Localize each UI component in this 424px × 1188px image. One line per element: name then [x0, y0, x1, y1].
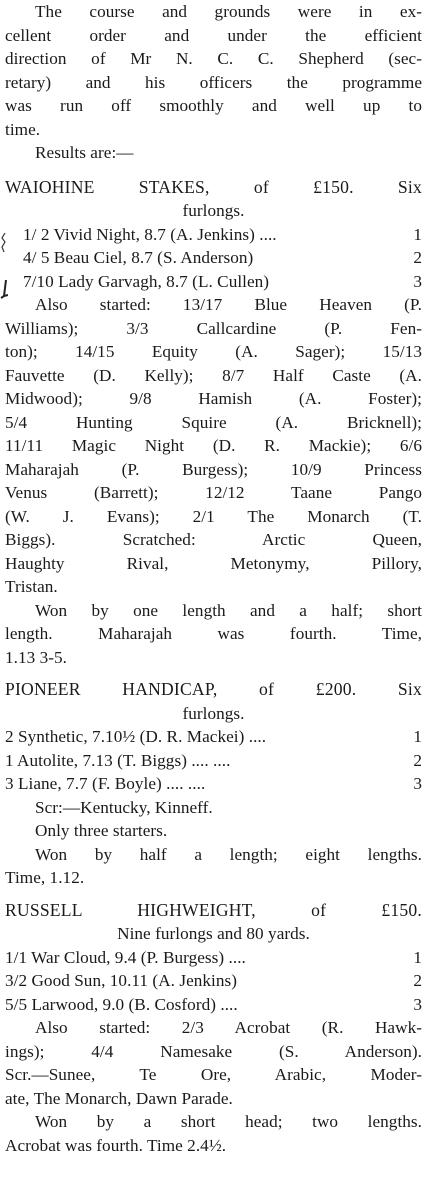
body-line: Also started: 13/17 Blue Heaven (P.: [35, 295, 422, 314]
placing-row: 1 Autolite, 7.13 (T. Biggs) .... .... 2: [5, 750, 422, 770]
placing-row: 2 Synthetic, 7.10½ (D. R. Mackei) .... 1: [5, 727, 422, 746]
body-line: 5/4 Hunting Squire (A. Bricknell);: [5, 412, 422, 432]
result-line: length. Maharajah was fourth. Time,: [5, 624, 422, 643]
intro-line: was run off smoothly and well up to: [5, 96, 422, 115]
body-line: Maharajah (P. Burgess); 10/9 Princess: [5, 459, 422, 479]
intro-line: time.: [5, 119, 41, 139]
body-line: ings); 4/4 Namesake (S. Anderson).: [5, 1041, 422, 1061]
margin-mark: [0, 232, 8, 254]
body-line: Only three starters.: [35, 821, 168, 840]
body-line: Haughty Rival, Metonymy, Pillory,: [5, 553, 422, 573]
race-waiohine-stakes: [5, 176, 422, 670]
intro-line: The course and grounds were in ex-: [35, 2, 422, 21]
body-line: ton); 14/15 Equity (A. Sager); 15/13: [5, 342, 422, 361]
result-line: Acrobat was fourth. Time 2.4½.: [5, 1135, 227, 1155]
result-line: Won by half a length; eight lengths.: [35, 844, 422, 864]
body-line: Tristan.: [5, 577, 58, 596]
body-line: Biggs). Scratched: Arctic Queen,: [5, 530, 422, 549]
body-line: Also started: 2/3 Acrobat (R. Hawk-: [35, 1018, 422, 1037]
result-line: Won by a short head; two lengths.: [35, 1112, 422, 1131]
race-pioneer-handicap: [5, 678, 422, 890]
race-title: RUSSELL HIGHWEIGHT, of £150.: [5, 899, 422, 920]
body-line: Scr:—Kentucky, Kinneff.: [35, 797, 213, 817]
placing-row: 3/2 Good Sun, 10.11 (A. Jenkins) 2: [5, 971, 422, 990]
placing-row: 5/5 Larwood, 9.0 (B. Cosford) .... 3: [5, 994, 422, 1014]
body-line: Scr.—Sunee, Te Ore, Arabic, Moder-: [5, 1065, 422, 1084]
race-distance: Nine furlongs and 80 yards.: [117, 924, 310, 943]
race-russell-highweight: [5, 899, 422, 1158]
result-line: Won by one length and a half; short: [35, 600, 422, 620]
race-distance: furlongs.: [182, 703, 245, 723]
margin-mark: [0, 278, 8, 300]
result-line: Time, 1.12.: [5, 868, 85, 887]
body-line: (W. J. Evans); 2/1 The Monarch (T.: [5, 506, 422, 526]
body-line: Williams); 3/3 Callcardine (P. Fen-: [5, 318, 422, 338]
intro-line: retary) and his officers the programme: [5, 72, 422, 92]
placing-row: 1/ 2 Vivid Night, 8.7 (A. Jenkins) .... 1: [23, 224, 422, 244]
body-line: Fauvette (D. Kelly); 8/7 Half Caste (A.: [5, 365, 422, 385]
body-line: ate, The Monarch, Dawn Parade.: [5, 1088, 233, 1108]
body-line: Midwood); 9/8 Hamish (A. Foster);: [5, 389, 422, 408]
results-label: Results are:—: [35, 143, 134, 162]
intro-paragraph: [5, 0, 422, 165]
placing-row: 3 Liane, 7.7 (F. Boyle) .... .... 3: [5, 774, 422, 793]
intro-line: direction of Mr N. C. C. Shepherd (sec-: [5, 49, 422, 68]
intro-line: cellent order and under the efficient: [5, 25, 422, 45]
body-line: 11/11 Magic Night (D. R. Mackie); 6/6: [5, 436, 422, 455]
placing-row: 1/1 War Cloud, 9.4 (P. Burgess) .... 1: [5, 947, 422, 967]
placing-row: 4/ 5 Beau Ciel, 8.7 (S. Anderson) 2: [23, 248, 422, 267]
race-title: WAIOHINE STAKES, of £150. Six: [5, 176, 422, 197]
race-distance: furlongs.: [182, 201, 245, 220]
race-title: PIONEER HANDICAP, of £200. Six: [5, 679, 422, 699]
result-line: 1.13 3-5.: [5, 647, 68, 667]
body-line: Venus (Barrett); 12/12 Taane Pango: [5, 483, 422, 502]
placing-row: 7/10 Lady Garvagh, 8.7 (L. Cullen) 3: [23, 271, 422, 291]
